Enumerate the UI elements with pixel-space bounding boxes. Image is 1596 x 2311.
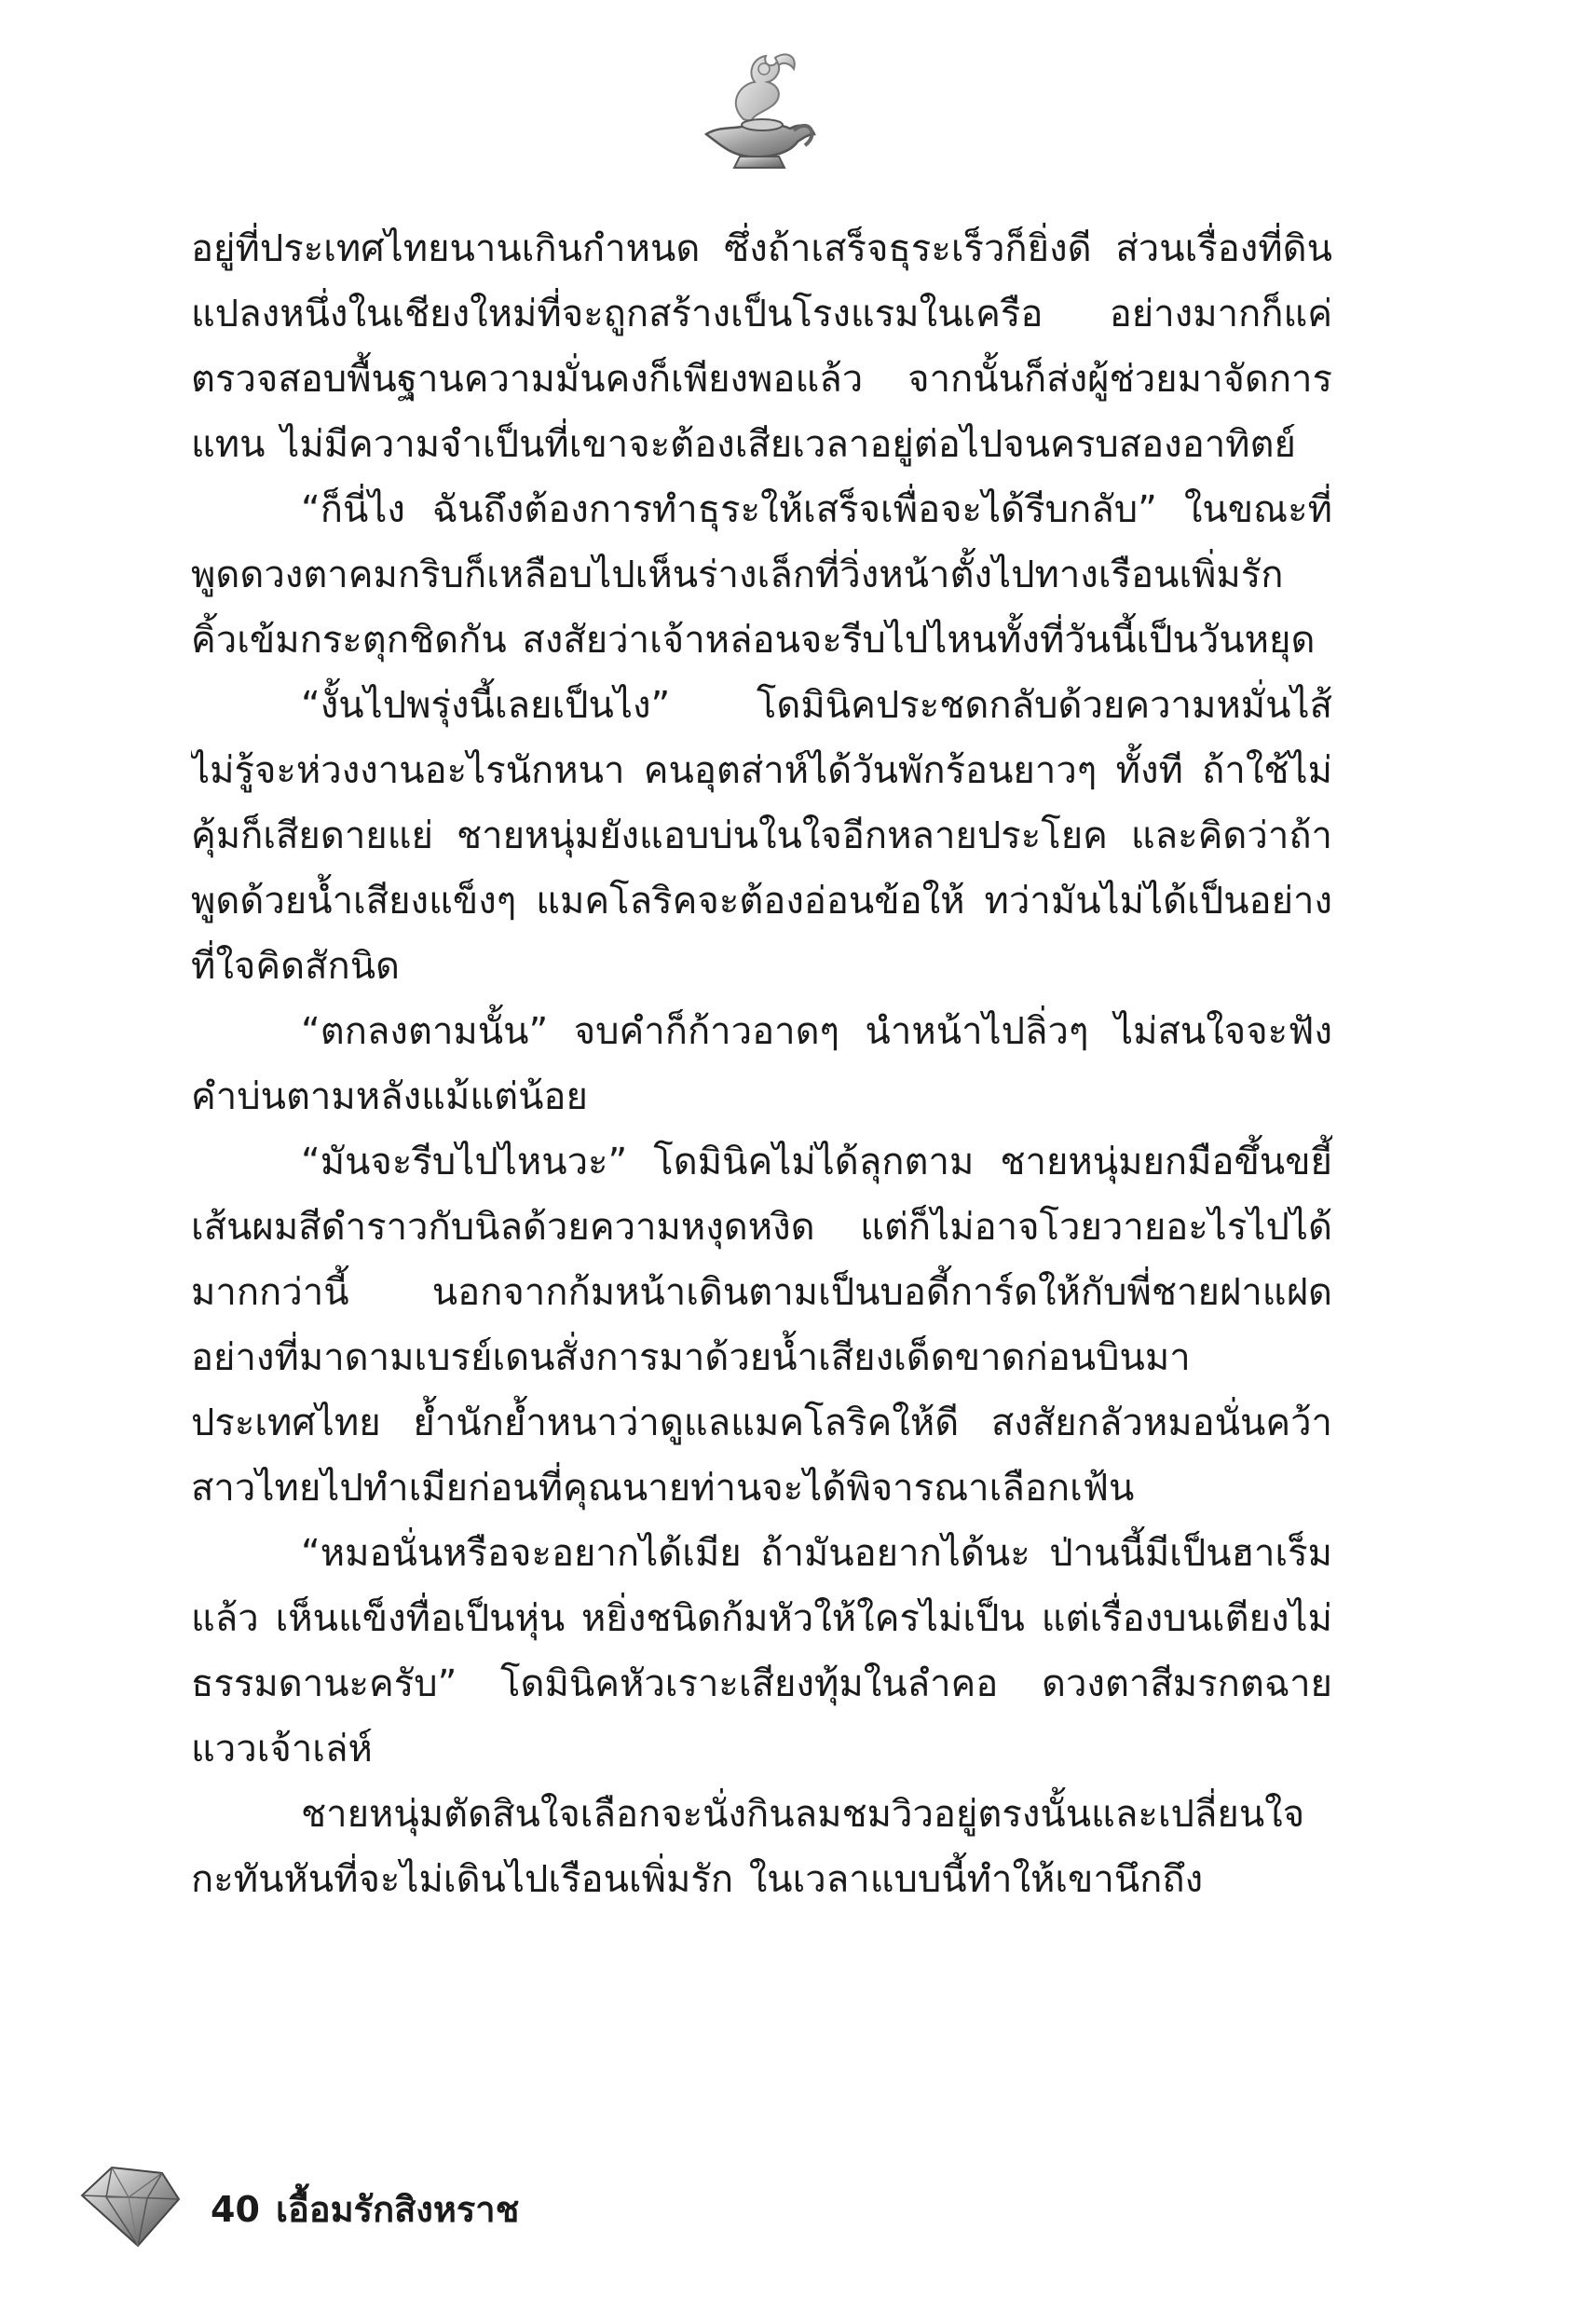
book-title: เอื้อมรักสิงหราช (276, 2189, 520, 2230)
paragraph: อยู่ที่ประเทศไทยนานเกินกำหนด ซึ่งถ้าเสร็จธุระเร็วก็ยิ่งดี ส่วนเรื่องที่ดินแปลงหนึ่งในเชียงใหม่ที่จะถูกสร้างเป็นโรงแรมในเครือ อย่างมากก็แค่ตรวจสอบพื้นฐานความมั่นคงก็เพียงพอแล้ว จากนั้นก็ส่งผู้ช่วยมาจัดการแทน ไม่มีความจำเป็นที่เขาจะต้องเสียเวลาอยู่ต่อไปจนครบสองอาทิตย์ (191, 227, 1332, 466)
paragraph: “หมอนั่นหรือจะอยากได้เมีย ถ้ามันอยากได้นะ ป่านนี้มีเป็นฮาเร็มแล้ว เห็นแข็งทื่อเป็นหุ่น หยิ่งชนิดก้มหัวให้ใครไม่เป็น แต่เรื่องบนเตียงไม่ธรรมดานะครับ” โดมินิคหัวเราะเสียงทุ้มในลำคอ ดวงตาสีมรกตฉายแววเจ้าเล่ห์ (191, 1532, 1332, 1771)
paragraph: “มันจะรีบไปไหนวะ” โดมินิคไม่ได้ลุกตาม ชายหนุ่มยกมือขึ้นขยี้เส้นผมสีดำราวกับนิลด้วยความหงุดหงิด แต่ก็ไม่อาจโวยวายอะไรไปได้มากกว่านี้ นอกจากก้มหน้าเดินตามเป็นบอดี้การ์ดให้กับพี่ชายฝาแฝดอย่างที่มาดามเบรย์เดนสั่งการมาด้วยน้ำเสียงเด็ดขาดก่อนบินมาประเทศไทย ย้ำนักย้ำหนาว่าดูแลแมคโลริคให้ดี สงสัยกลัวหมอนั่นคว้าสาวไทยไปทำเมียก่อนที่คุณนายท่านจะได้พิจารณาเลือกเฟ้น (191, 1141, 1332, 1510)
diamond-icon (73, 2160, 184, 2253)
genie-lamp-icon (689, 37, 820, 177)
page-body (191, 216, 1332, 2145)
page-footer (73, 2160, 725, 2263)
paragraph: ชายหนุ่มตัดสินใจเลือกจะนั่งกินลมชมวิวอยู่ตรงนั้นและเปลี่ยนใจกะทันหันที่จะไม่เดินไปเรือนเพิ่มรัก ในเวลาแบบนี้ทำให้เขานึกถึง (191, 1793, 1305, 1901)
paragraph: “งั้นไปพรุ่งนี้เลยเป็นไง” โดมินิคประชดกลับด้วยความหมั่นไส้ ไม่รู้จะห่วงงานอะไรนักหนา คนอุตส่าห์ได้วันพักร้อนยาวๆ ทั้งที ถ้าใช้ไม่คุ้มก็เสียดายแย่ ชายหนุ่มยังแอบบ่นในใจอีกหลายประโยค และคิดว่าถ้าพูดด้วยน้ำเสียงแข็งๆ แมคโลริคจะต้องอ่อนข้อให้ ทว่ามันไม่ได้เป็นอย่างที่ใจคิดสักนิด (191, 684, 1332, 988)
paragraph: “ก็นี่ไง ฉันถึงต้องการทำธุระให้เสร็จเพื่อจะได้รีบกลับ” ในขณะที่พูดดวงตาคมกริบก็เหลือบไปเห็นร่างเล็กที่วิ่งหน้าตั้งไปทางเรือนเพิ่มรัก คิ้วเข้มกระตุกชิดกัน สงสัยว่าเจ้าหล่อนจะรีบไปไหนทั้งที่วันนี้เป็นวันหยุด (191, 488, 1332, 662)
page-number: 40 (211, 2189, 260, 2230)
paragraph: “ตกลงตามนั้น” จบคำก็ก้าวอาดๆ นำหน้าไปลิ่วๆ ไม่สนใจจะฟังคำบ่นตามหลังแม้แต่น้อย (191, 1010, 1332, 1118)
